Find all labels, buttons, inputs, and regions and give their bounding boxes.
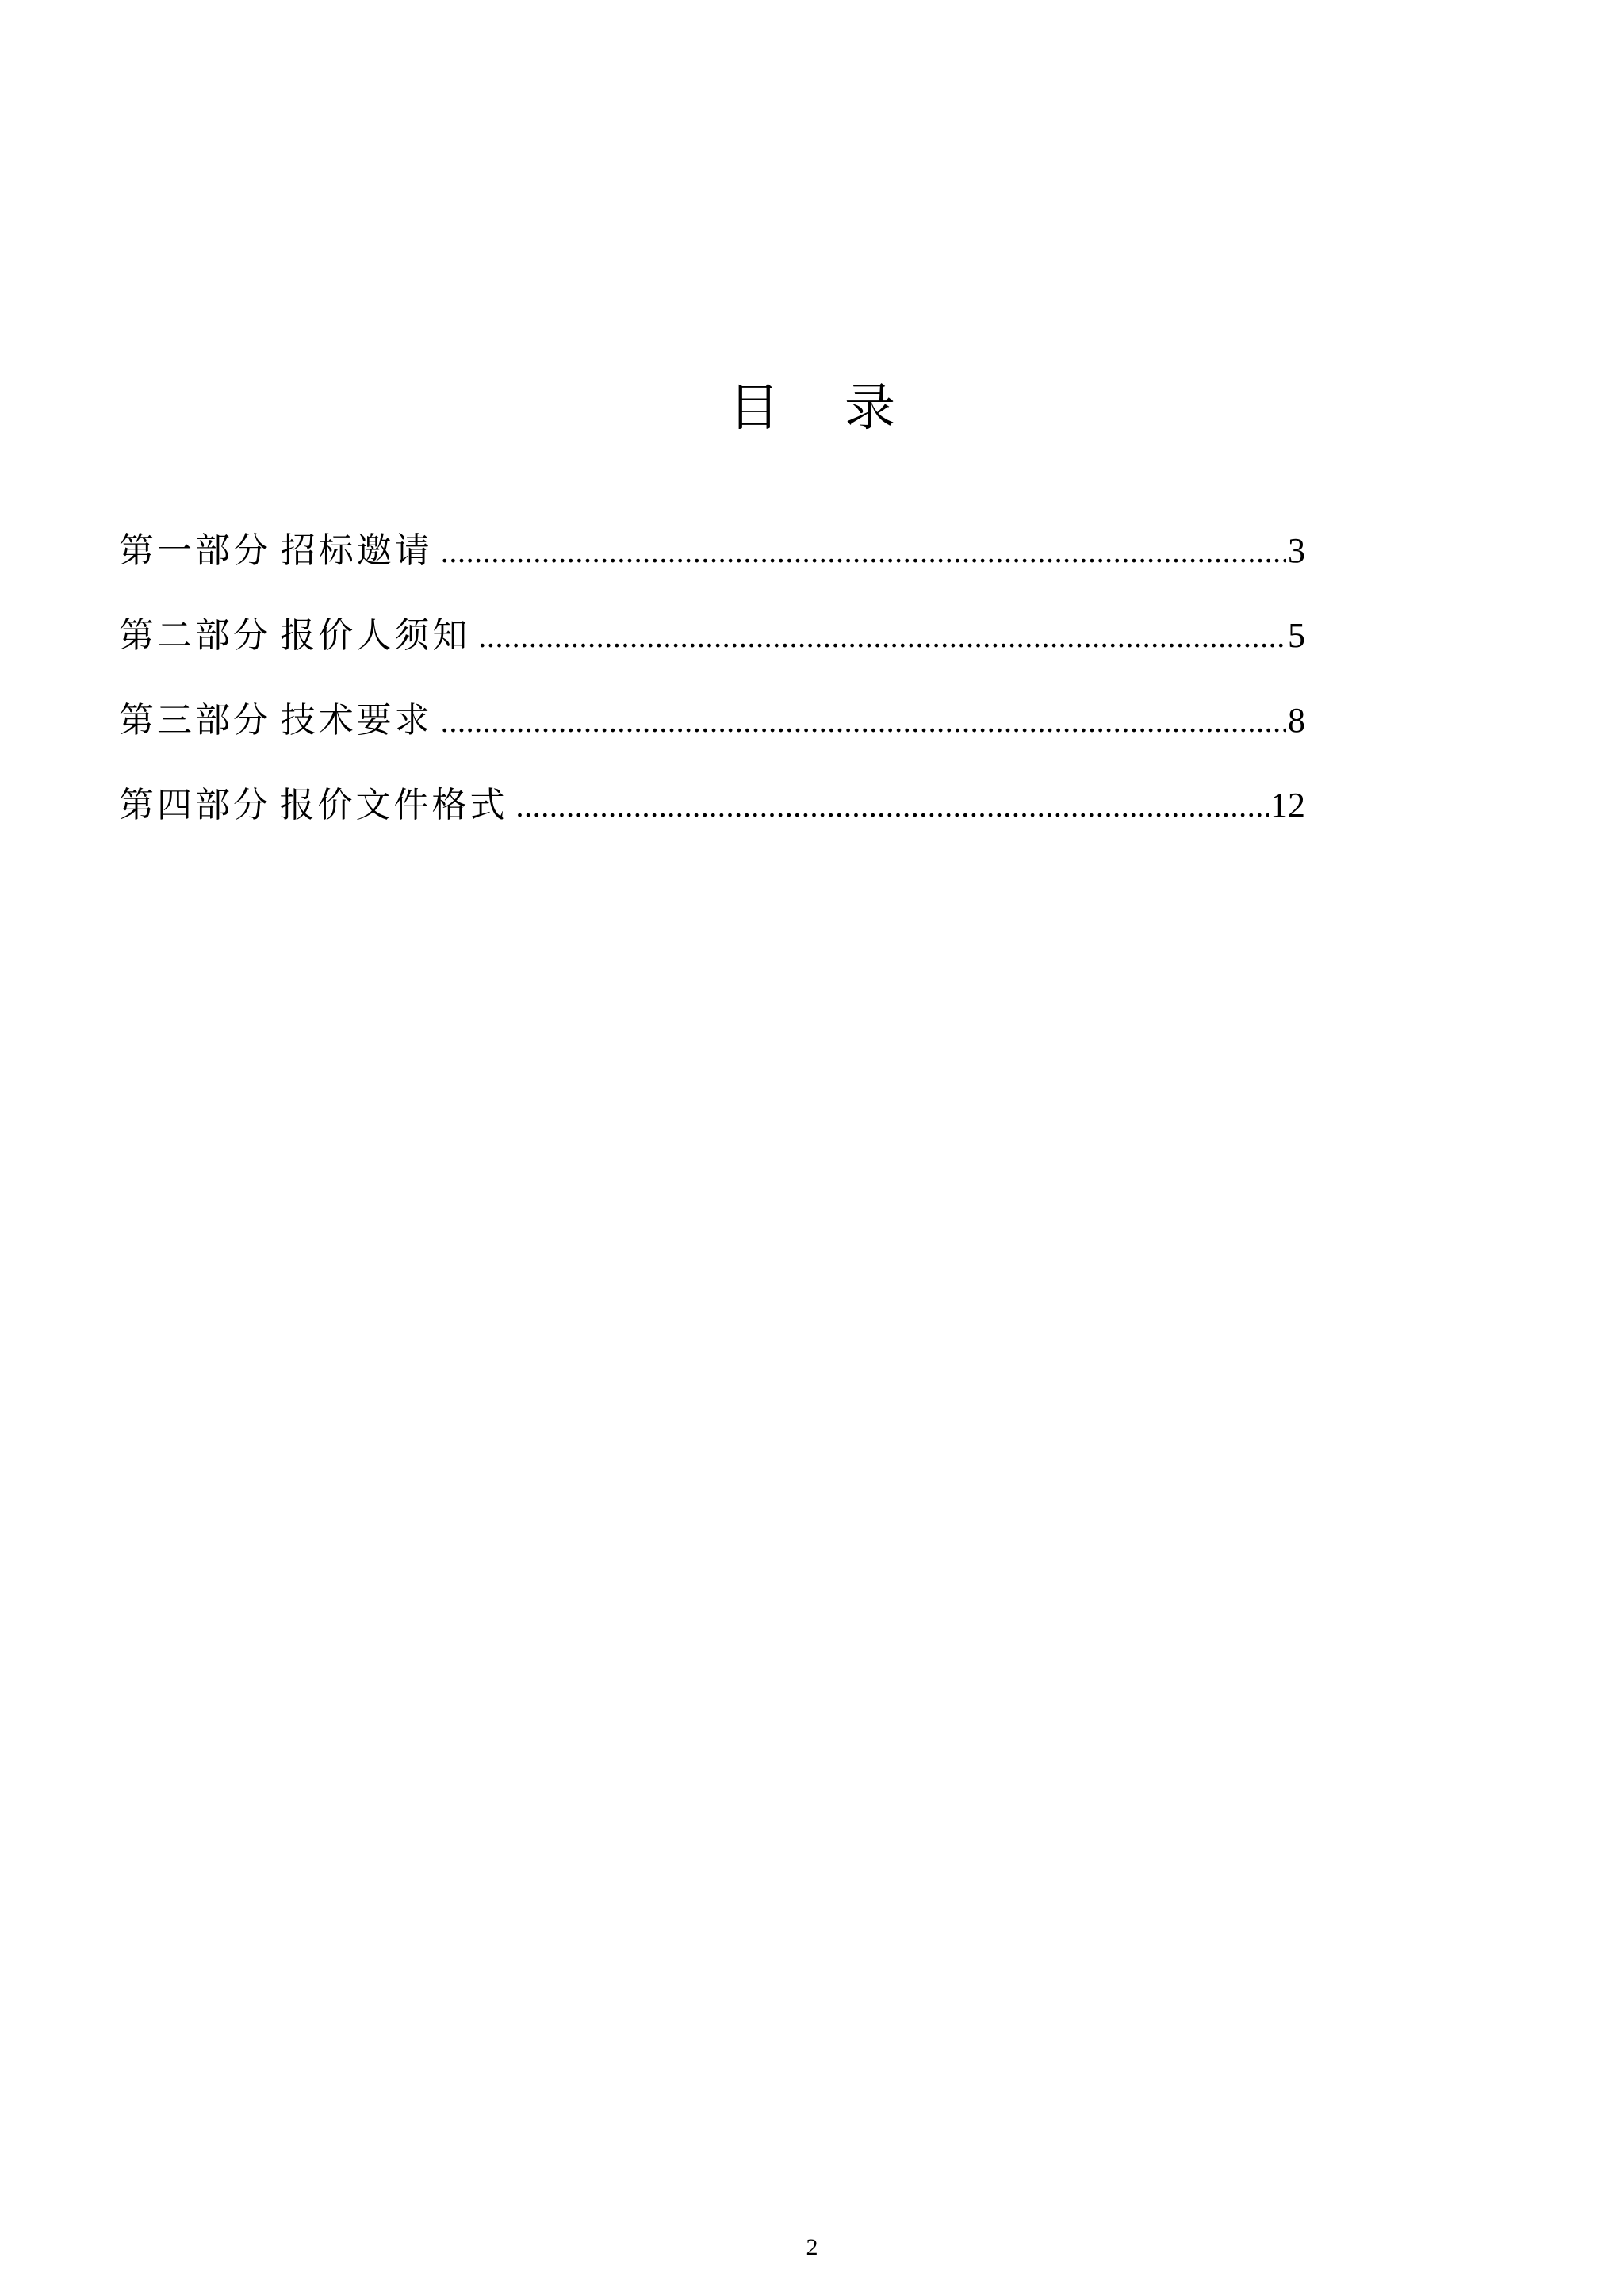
toc-page-number: 5 — [1288, 616, 1305, 655]
toc-page-number: 8 — [1288, 701, 1305, 740]
toc-entry-2[interactable] — [119, 608, 1305, 693]
toc-dot-leader — [478, 609, 1286, 664]
toc-dot-leader — [516, 779, 1270, 834]
toc-part-label: 第四部分 — [119, 785, 271, 825]
toc-part-label: 第二部分 — [119, 615, 271, 656]
toc-page-number: 3 — [1288, 531, 1305, 570]
toc-page-number: 12 — [1270, 786, 1305, 825]
toc-dot-leader — [441, 694, 1286, 749]
toc-part-label: 第三部分 — [119, 700, 271, 740]
toc-entry-title: 报价文件格式 — [279, 785, 508, 825]
table-of-contents — [119, 523, 1305, 863]
page-number: 2 — [806, 2234, 818, 2260]
toc-dot-leader — [441, 524, 1286, 580]
toc-entry-1[interactable] — [119, 523, 1305, 608]
title-char-left: 目 — [729, 379, 779, 438]
toc-entry-title: 报价人须知 — [280, 615, 471, 656]
toc-entry-3[interactable] — [119, 693, 1305, 778]
page-title — [0, 373, 1624, 444]
title-char-right: 录 — [845, 379, 895, 438]
toc-entry-title: 技术要求 — [280, 700, 433, 740]
toc-entry-title: 招标邀请 — [280, 530, 433, 571]
toc-entry-4[interactable] — [119, 778, 1305, 863]
toc-part-label: 第一部分 — [119, 530, 271, 571]
